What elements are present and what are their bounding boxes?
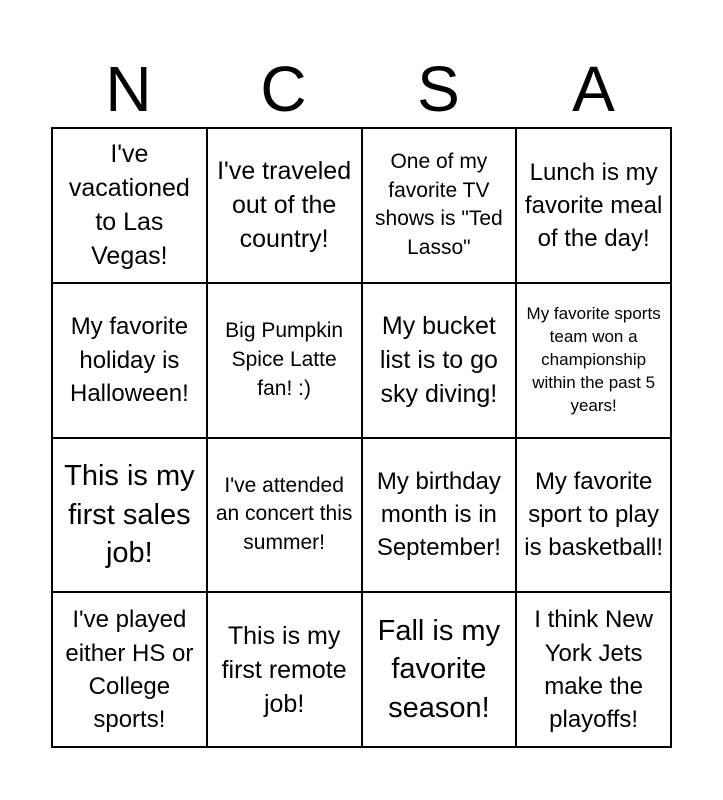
bingo-cell-r2c4[interactable] [517, 284, 672, 439]
bingo-cell-r1c1[interactable] [53, 129, 208, 284]
bingo-cell-r3c3[interactable] [363, 439, 518, 594]
bingo-cell-r2c1[interactable] [53, 284, 208, 439]
header-letter-s: S [417, 53, 460, 125]
bingo-cell-text: This is my first sales job! [64, 460, 195, 569]
bingo-cell-r1c3[interactable] [363, 129, 518, 284]
bingo-cell-r4c2[interactable] [208, 593, 363, 748]
bingo-cell-text: Fall is my favorite season! [377, 615, 501, 724]
bingo-cell-r3c4[interactable] [517, 439, 672, 594]
bingo-cell-text: Lunch is my favorite meal of the day! [524, 158, 663, 252]
header-letter-a: A [572, 53, 615, 125]
bingo-cell-text: My birthday month is in September! [376, 468, 501, 562]
bingo-cell-text: I've vacationed to Las Vegas! [68, 140, 190, 271]
bingo-cell-r3c2[interactable] [208, 439, 363, 594]
bingo-cell-text: My bucket list is to go sky diving! [379, 312, 498, 409]
bingo-cell-r3c1[interactable] [53, 439, 208, 594]
bingo-cell-text: I've traveled out of the country! [217, 157, 352, 254]
header-letter-c: C [260, 53, 307, 125]
bingo-board [51, 127, 672, 748]
header-letter-n: N [105, 53, 152, 125]
bingo-cell-text: My favorite sports team won a championship within the past 5 years! [526, 303, 661, 415]
bingo-cell-r4c3[interactable] [363, 593, 518, 748]
bingo-cell-r2c2[interactable] [208, 284, 363, 439]
bingo-cell-text: Big Pumpkin Spice Latte fan! :) [225, 318, 344, 400]
bingo-cell-r4c4[interactable] [517, 593, 672, 748]
bingo-cell-text: I think New York Jets make the playoffs! [534, 606, 653, 733]
bingo-cell-r2c3[interactable] [363, 284, 518, 439]
bingo-cell-text: I've played either HS or College sports! [65, 606, 194, 733]
bingo-cell-r1c2[interactable] [208, 129, 363, 284]
bingo-cell-text: My favorite holiday is Halloween! [70, 313, 189, 407]
bingo-cell-r1c4[interactable] [517, 129, 672, 284]
bingo-cell-r4c1[interactable] [53, 593, 208, 748]
bingo-header [51, 52, 671, 126]
bingo-cell-text: My favorite sport to play is basketball! [524, 468, 663, 562]
bingo-cell-text: I've attended an concert this summer! [215, 473, 353, 555]
bingo-cell-text: This is my first remote job! [221, 621, 347, 718]
bingo-cell-text: One of my favorite TV shows is "Ted Lasso" [375, 149, 503, 260]
